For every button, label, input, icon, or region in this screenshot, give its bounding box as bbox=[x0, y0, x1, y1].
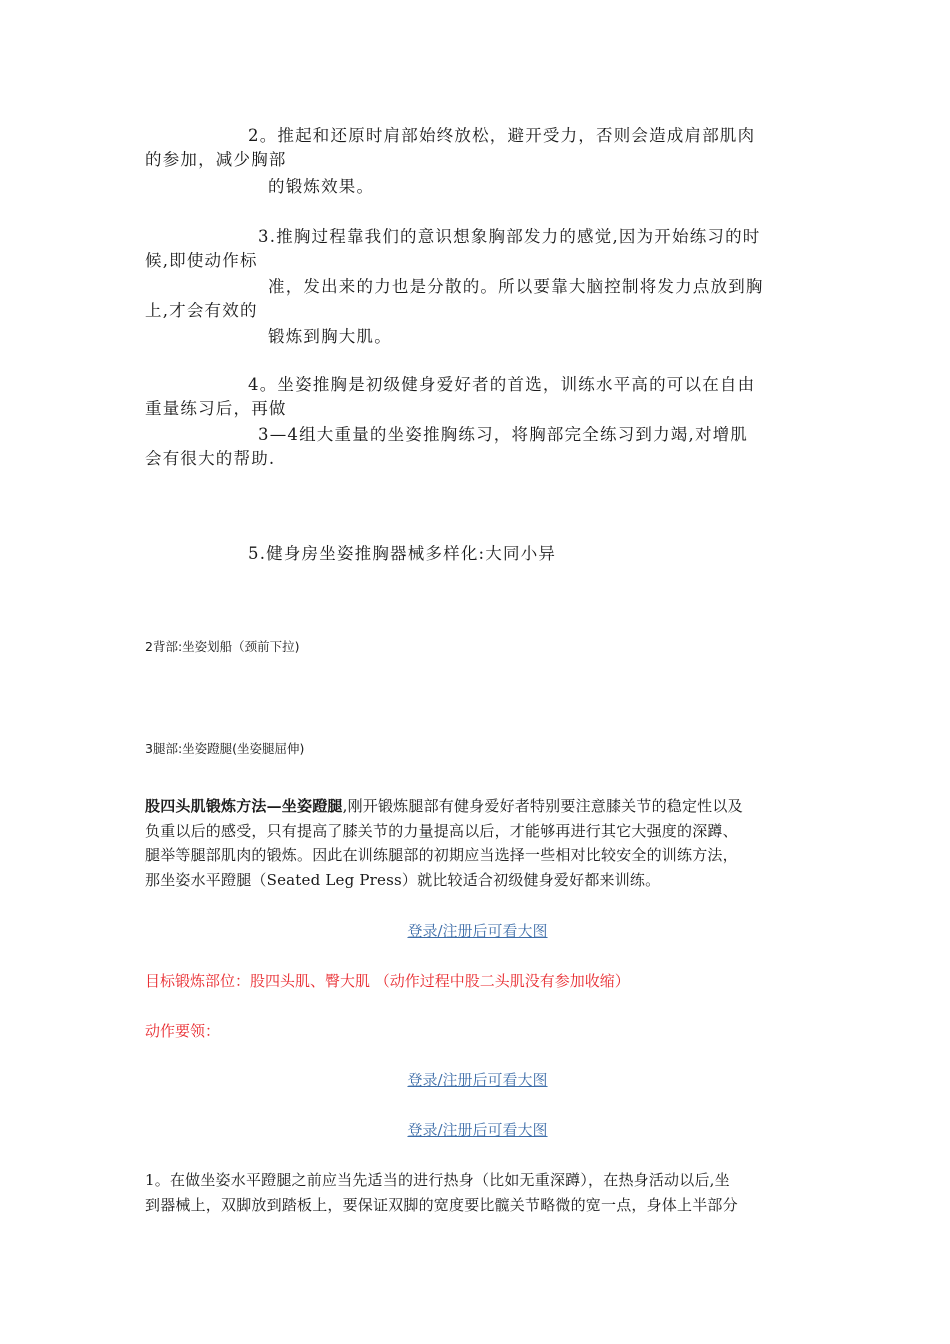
target-muscles-text: 目标锻炼部位：股四头肌、臀大肌 （动作过程中股二头肌没有参加收缩） bbox=[145, 972, 630, 990]
chest-tip-2-line-1: 2。推起和还原时肩部始终放松，避开受力，否则会造成肩部肌肉 bbox=[248, 126, 756, 145]
section-back-heading: 2背部:坐姿划船（颈前下拉) bbox=[145, 639, 300, 654]
chest-tip-3-line-3: 准，发出来的力也是分散的。所以要靠大脑控制将发力点放到胸 bbox=[268, 277, 764, 296]
chest-tip-2-line-2: 的参加，减少胸部 bbox=[145, 150, 287, 169]
chest-tip-3-line-5: 锻炼到胸大肌。 bbox=[268, 327, 392, 346]
chest-tip-5-line: 5.健身房坐姿推胸器械多样化:大同小异 bbox=[248, 544, 557, 563]
chest-tip-4-line-1: 4。坐姿推胸是初级健身爱好者的首选，训练水平高的可以在自由 bbox=[248, 375, 756, 394]
chest-tip-4-line-3: 3—4组大重量的坐姿推胸练习，将胸部完全练习到力竭,对增肌 bbox=[258, 425, 749, 444]
chest-tip-3-line-4: 上,才会有效的 bbox=[145, 301, 258, 320]
section-leg-heading: 3腿部:坐姿蹬腿(坐姿腿屈伸) bbox=[145, 741, 305, 756]
chest-tip-5 bbox=[145, 542, 810, 566]
view-large-image-row-2 bbox=[145, 1068, 810, 1092]
chest-tip-2-line-3: 的锻炼效果。 bbox=[268, 177, 375, 196]
chest-tip-3-line-1: 3.推胸过程靠我们的意识想象胸部发力的感觉,因为开始练习的时 bbox=[258, 227, 761, 246]
chest-tip-3-line-2: 候,即使动作标 bbox=[145, 251, 258, 270]
view-large-image-row-3 bbox=[145, 1118, 810, 1142]
leg-intro-line-3: 腿举等腿部肌肉的锻炼。因此在训练腿部的初期应当选择一些相对比较安全的训练方法， bbox=[145, 846, 738, 864]
chest-tip-4-line-4: 会有很大的帮助. bbox=[145, 449, 276, 468]
view-large-image-link-3[interactable]: 登录/注册后可看大图 bbox=[407, 1121, 548, 1139]
leg-intro-line-4: 那坐姿水平蹬腿（Seated Leg Press）就比较适合初级健身爱好都来训练。 bbox=[145, 870, 661, 889]
leg-intro-bold-title: 股四头肌锻炼方法—坐姿蹬腿 bbox=[145, 797, 343, 815]
chest-tip-4-line-2: 重量练习后，再做 bbox=[145, 399, 287, 418]
chest-tip-4 bbox=[145, 373, 810, 471]
step-1-line-2: 到器械上，双脚放到踏板上，要保证双脚的宽度要比髋关节略微的宽一点，身体上半部分 bbox=[145, 1195, 738, 1214]
chest-tip-3 bbox=[145, 225, 810, 349]
step-1-paragraph bbox=[145, 1168, 810, 1217]
leg-intro-line-1: ,刚开锻炼腿部有健身爱好者特别要注意膝关节的稳定性以及 bbox=[342, 797, 743, 815]
view-large-image-link-1[interactable]: 登录/注册后可看大图 bbox=[407, 922, 548, 940]
chest-tip-2 bbox=[145, 124, 810, 199]
leg-intro-line-2: 负重以后的感受，只有提高了膝关节的力量提高以后，才能够再进行其它大强度的深蹲、 bbox=[145, 821, 738, 840]
view-large-image-link-2[interactable]: 登录/注册后可看大图 bbox=[407, 1071, 548, 1089]
view-large-image-row-1 bbox=[145, 919, 810, 943]
essentials-heading: 动作要领： bbox=[145, 1022, 221, 1040]
step-1-line-1: 1。在做坐姿水平蹬腿之前应当先适当的进行热身（比如无重深蹲），在热身活动以后,坐 bbox=[145, 1171, 730, 1189]
leg-intro-paragraph bbox=[145, 794, 810, 892]
